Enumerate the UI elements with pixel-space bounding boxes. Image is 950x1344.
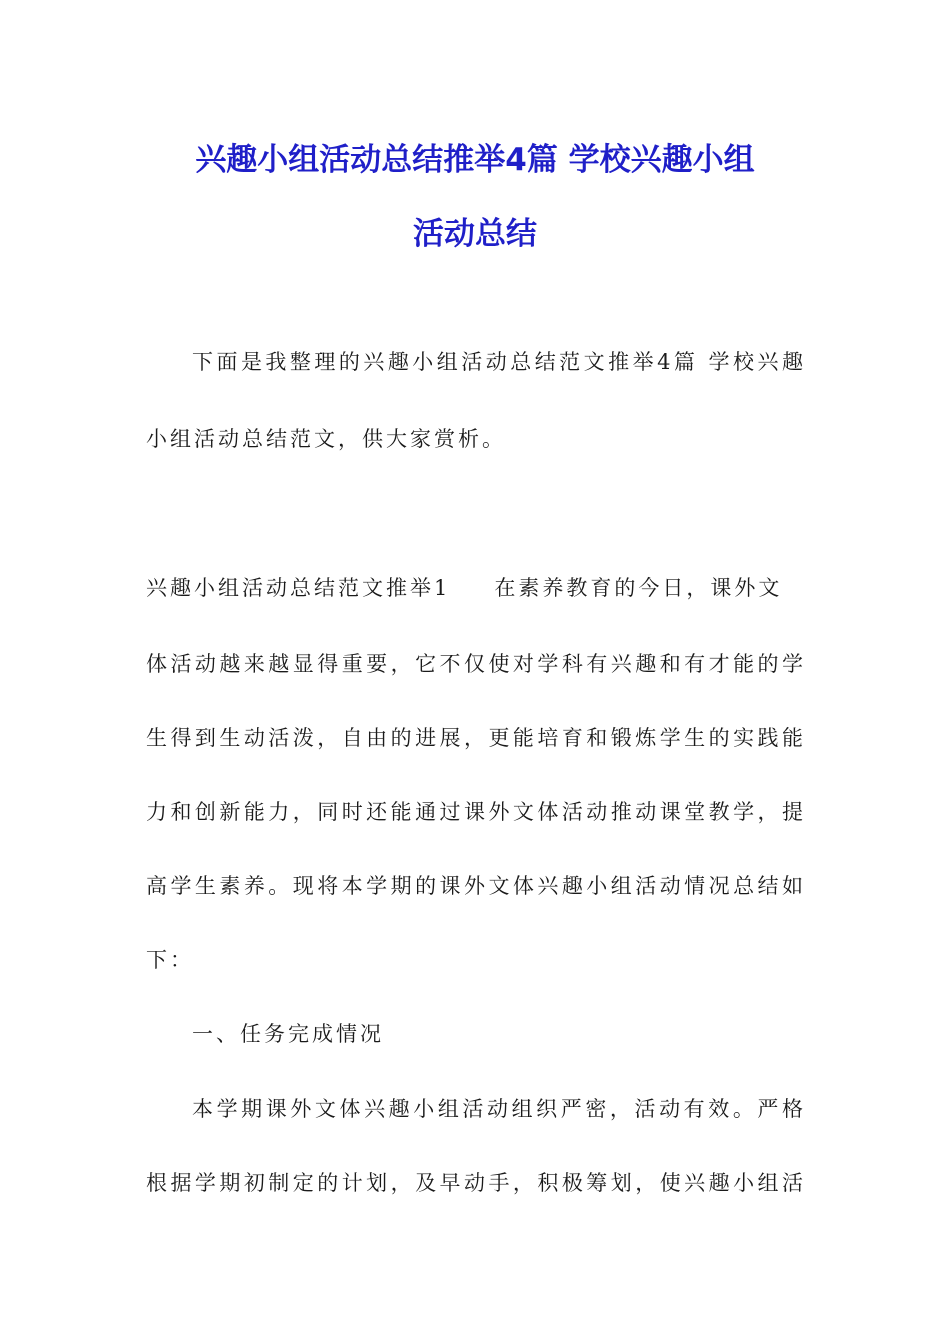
para-2-line-2: 根据学期初制定的计划，及早动手，积极筹划，使兴趣小组活 (146, 1171, 806, 1195)
section-1-line-2: 体活动越来越显得重要，它不仅使对学科有兴趣和有才能的学 (146, 652, 806, 676)
section-1-line-3: 生得到生动活泼，自由的进展，更能培育和锻炼学生的实践能 (146, 726, 806, 750)
intro-line-2: 小组活动总结范文，供大家赏析。 (146, 427, 506, 451)
intro-line-1: 下面是我整理的兴趣小组活动总结范文推举4篇 学校兴趣 (192, 350, 806, 374)
document-title-line-1: 兴趣小组活动总结推举4篇 学校兴趣小组 (195, 142, 755, 178)
document-title-line-2: 活动总结 (413, 216, 537, 252)
subheading-1: 一、任务完成情况 (192, 1022, 384, 1046)
section-1-line-4: 力和创新能力，同时还能通过课外文体活动推动课堂教学，提 (146, 800, 806, 824)
section-1-heading: 兴趣小组活动总结范文推举1 (146, 576, 451, 600)
section-1-line-5: 高学生素养。现将本学期的课外文体兴趣小组活动情况总结如 (146, 874, 806, 898)
para-2-line-1: 本学期课外文体兴趣小组活动组织严密，活动有效。严格 (192, 1097, 806, 1121)
section-1-line-6: 下： (146, 948, 194, 972)
section-1-line-1: 在素养教育的今日，课外文 (494, 576, 783, 600)
section-1-heading-row (146, 572, 806, 602)
